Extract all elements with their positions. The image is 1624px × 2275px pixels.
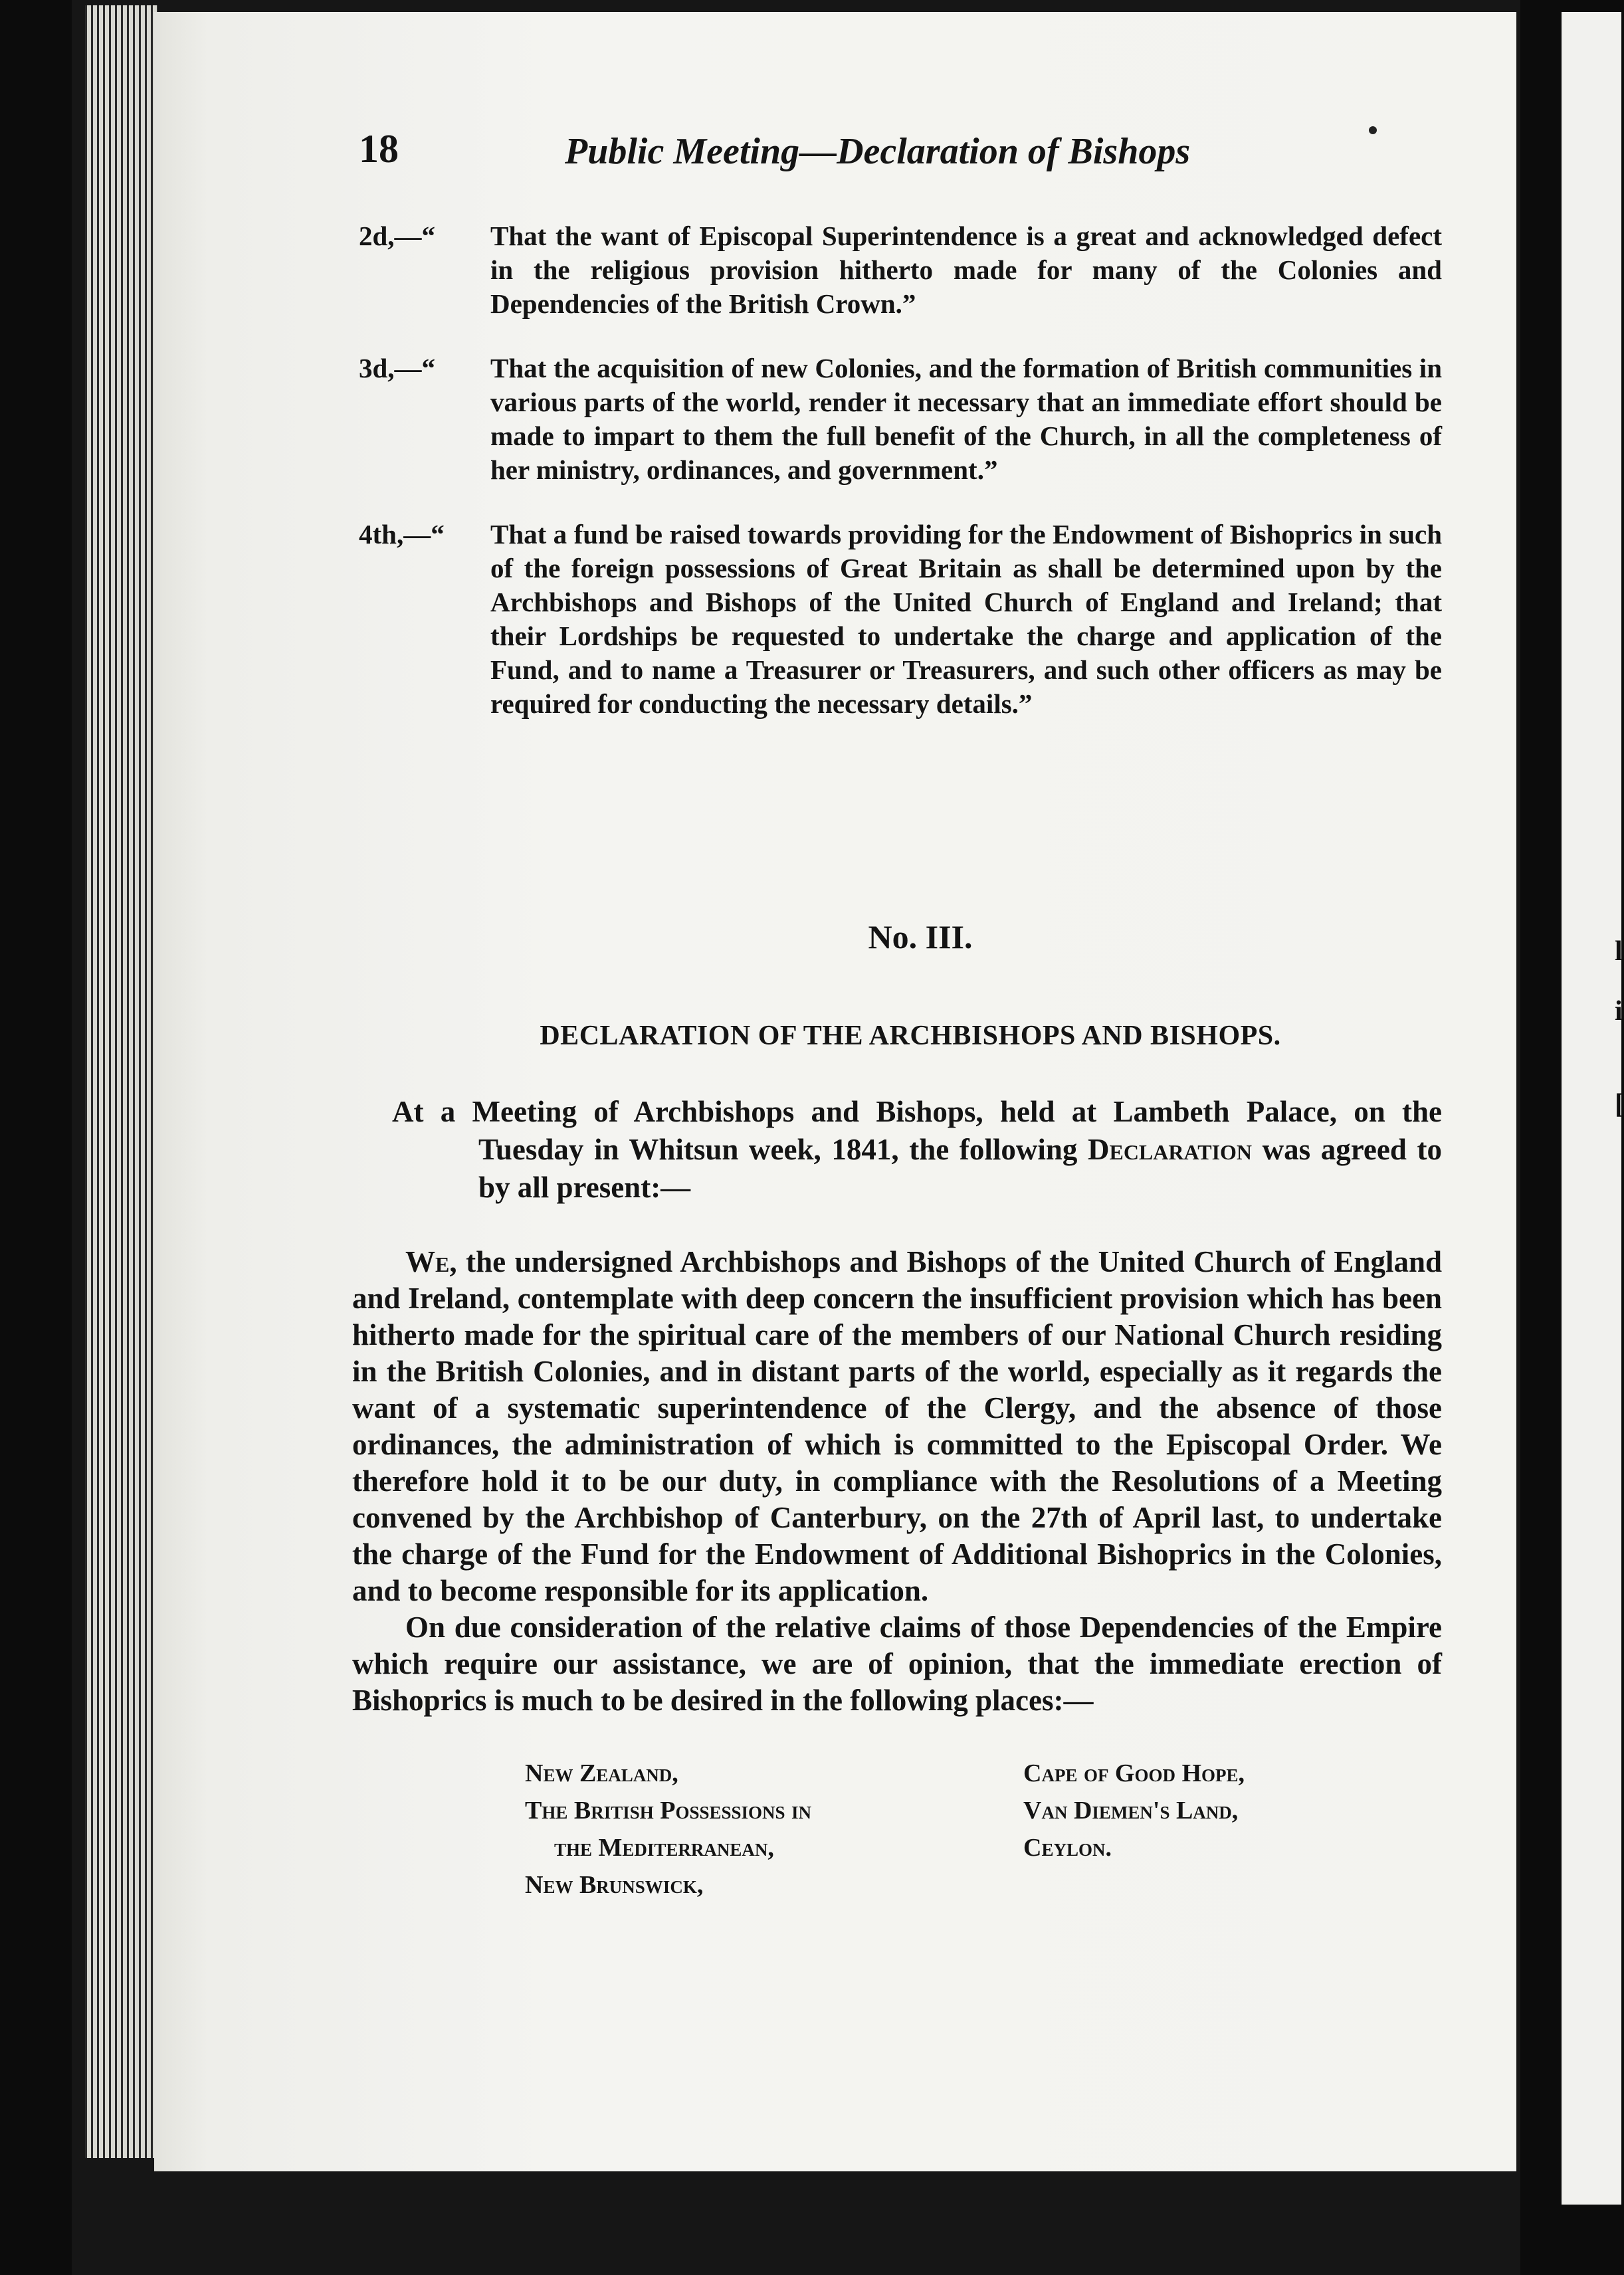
meeting-intro: [352, 1093, 1442, 1207]
place-item: The British Possessions in: [525, 1797, 812, 1825]
intro-declaration-word: Declaration: [1087, 1133, 1253, 1166]
place-item: Van Diemen's Land,: [1023, 1797, 1239, 1825]
declaration-paragraph-1-text: , the undersigned Archbishops and Bishops of the United Church of England and Ireland, contemplate with deep concern the insufficient provision which has been hitherto made for the spiritual care of the members of our National Church residing in the British Colonies, and in distant parts of the world, especially as it regards the want of a systematic superintendence of the Clergy, and the absence of those ordinances, the administration of which is committed to the Episcopal Order. We therefore hold it to be our duty, in compliance with the Resolutions of a Meeting convened by the Archbishop of Canterbury, on the 27th of April last, to undertake the charge of the Fund for the Endowment of Additional Bishoprics in the Colonies, and to become responsible for its application.: [352, 1245, 1442, 1607]
facing-page-fragment: [: [1615, 1089, 1624, 1120]
page-number: 18: [359, 127, 399, 171]
declaration-paragraph-1: [352, 1244, 1442, 1609]
resolution-3d: [352, 351, 1442, 487]
section-number: No. III.: [868, 918, 973, 955]
resolution-2d: [352, 219, 1442, 321]
place-item: New Zealand,: [525, 1759, 678, 1787]
resolution-label: 2d,—“: [359, 221, 436, 251]
places-list: [352, 1755, 1442, 1908]
running-head: Public Meeting—Declaration of Bishops: [565, 131, 1191, 172]
facing-page-fragment: l: [1615, 936, 1623, 967]
place-item: Cape of Good Hope,: [1023, 1759, 1245, 1787]
places-left-column: [525, 1755, 811, 1904]
resolution-text: That a fund be raised towards providing for the Endowment of Bishoprics in such of the foreign possessions of Great Britain as shall be determined upon by the Archbishops and Bishops of the United Church of England and Ireland; that their Lordships be requested to undertake the charge and application of the Fund, and to name a Treasurer or Treasurers, and such other officers as may be required for conducting the necessary details.”: [490, 519, 1442, 719]
intro-text-start: At a Meeting of Archbishops and Bishops, held at Lambeth Palace, on the Tuesday in Whitsun week, 1841, the following: [392, 1095, 1442, 1166]
place-item: New Brunswick,: [525, 1871, 704, 1899]
facing-page-fragment: i: [1615, 996, 1623, 1027]
facing-page-strip: [1562, 12, 1624, 2205]
section-title: DECLARATION OF THE ARCHBISHOPS AND BISHOPS.: [540, 1021, 1281, 1051]
declaration-paragraph-2: On due consideration of the relative claims of those Dependencies of the Empire which require our assistance, we are of opinion, that the immediate erection of Bishoprics is much to be desired in the following places:—: [352, 1611, 1442, 1717]
page-edges: [85, 5, 158, 2158]
resolution-4th: [352, 518, 1442, 721]
resolution-text: That the acquisition of new Colonies, and the formation of British communities in various parts of the world, render it necessary that an immediate effort should be made to impart to them the full benefit of the Church, in all the completeness of her ministry, ordinances, and government.”: [490, 353, 1442, 485]
place-item: Ceylon.: [1023, 1834, 1112, 1862]
page-content: [352, 126, 1442, 1908]
page-header: [352, 126, 1442, 186]
intro-text-end: was agreed to by all present:—: [478, 1133, 1442, 1204]
resolution-label: 4th,—“: [359, 519, 445, 549]
resolution-label: 3d,—“: [359, 353, 436, 383]
resolution-text: That the want of Episcopal Superintendence is a great and acknowledged defect in the religious provision hitherto made for many of the Colonies and Dependencies of the British Crown.”: [490, 221, 1442, 319]
declaration-lead-word: We: [405, 1245, 450, 1278]
place-item: the Mediterranean,: [554, 1834, 774, 1862]
places-right-column: [1023, 1755, 1245, 1866]
